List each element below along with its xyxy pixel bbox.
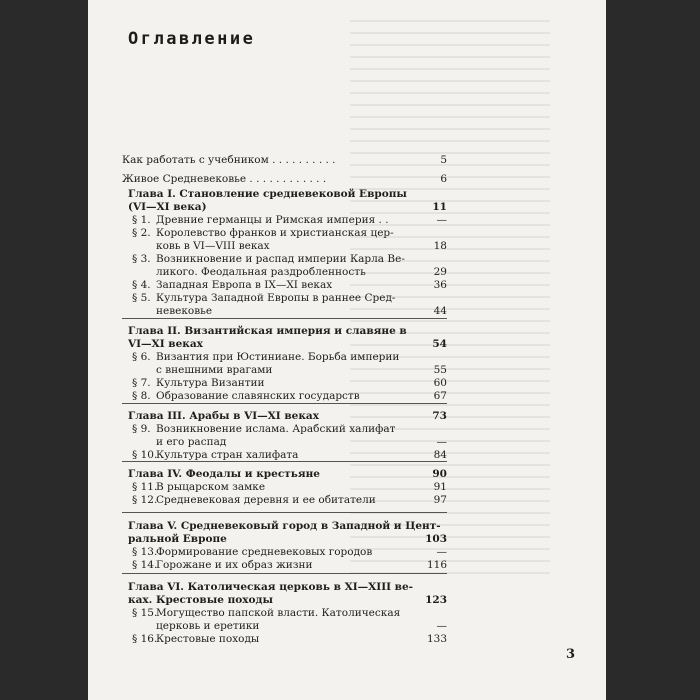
section-number: § 6. xyxy=(132,351,151,363)
section-number: § 5. xyxy=(132,292,151,304)
toc-line xyxy=(0,480,447,494)
entry-page: 18 xyxy=(433,240,447,252)
toc-chapter-line xyxy=(0,519,447,533)
entry-title: Глава V. Средневековый город в Западной и Цент- xyxy=(128,520,441,532)
toc-line xyxy=(0,493,447,507)
entry-page: 29 xyxy=(433,266,447,278)
section-number: § 13. xyxy=(132,546,158,558)
toc-line xyxy=(0,606,447,620)
entry-page: 36 xyxy=(433,279,447,291)
toc-chapter-line xyxy=(0,324,447,338)
entry-title: Горожане и их образ жизни xyxy=(156,559,313,571)
entry-title: В рыцарском замке xyxy=(156,481,266,493)
section-number: § 3. xyxy=(132,253,151,265)
entry-title: Могущество папской власти. Католическая xyxy=(156,607,401,619)
section-number: § 4. xyxy=(132,279,151,291)
toc-line xyxy=(0,619,447,633)
entry-title: ральной Европе xyxy=(128,533,227,545)
entry-title: Глава II. Византийская империя и славяне в xyxy=(128,325,407,337)
toc-line xyxy=(0,435,447,449)
entry-page: 5 xyxy=(440,154,447,166)
entry-page: 123 xyxy=(425,594,447,606)
entry-page: 97 xyxy=(433,494,447,506)
entry-title: Глава III. Арабы в VI—XI веках xyxy=(128,410,319,422)
entry-page: — xyxy=(436,214,447,226)
toc-line xyxy=(0,422,447,436)
toc-chapter-line xyxy=(0,532,447,546)
entry-title: Возникновение и распад империи Карла Ве- xyxy=(156,253,405,265)
section-number: § 16. xyxy=(132,633,158,645)
entry-title: Глава IV. Феодалы и крестьяне xyxy=(128,468,320,480)
toc-chapter-line xyxy=(0,593,447,607)
toc-line xyxy=(0,278,447,292)
entry-title: ковь в VI—VIII веках xyxy=(156,240,270,252)
entry-title: (VI—XI века) xyxy=(128,201,207,213)
entry-page: 54 xyxy=(432,338,447,350)
toc-chapter-line xyxy=(0,337,447,351)
entry-page: 103 xyxy=(425,533,447,545)
page-title: Оглавление xyxy=(128,29,256,49)
toc-chapter-line xyxy=(0,467,447,481)
entry-page: — xyxy=(436,620,447,632)
entry-title: VI—XI веках xyxy=(128,338,203,350)
section-number: § 2. xyxy=(132,227,151,239)
section-number: § 11. xyxy=(132,481,158,493)
entry-title: ках. Крестовые походы xyxy=(128,594,274,606)
entry-page: 91 xyxy=(433,481,447,493)
toc-chapter-line xyxy=(0,580,447,594)
entry-title: Образование славянских государств xyxy=(156,390,360,402)
entry-title: Западная Европа в IX—XI веках xyxy=(156,279,333,291)
entry-title: ликого. Феодальная раздробленность xyxy=(156,266,366,278)
entry-page: — xyxy=(436,546,447,558)
toc-line xyxy=(0,376,447,390)
toc-chapter-line xyxy=(0,409,447,423)
entry-page: 11 xyxy=(432,201,447,213)
toc-line xyxy=(0,304,447,318)
entry-page: 6 xyxy=(440,173,447,185)
toc-line xyxy=(0,632,447,646)
chapter-separator xyxy=(122,512,447,513)
chapter-separator xyxy=(122,461,447,462)
entry-title: Живое Средневековье . . . . . . . . . . . . xyxy=(122,173,327,185)
toc-line xyxy=(0,350,447,364)
entry-title: Культура стран халифата xyxy=(156,449,299,461)
toc-line xyxy=(0,363,447,377)
toc-line xyxy=(0,558,447,572)
entry-page: 44 xyxy=(433,305,447,317)
toc-line xyxy=(0,252,447,266)
entry-page: 133 xyxy=(426,633,447,645)
entry-page: 73 xyxy=(432,410,447,422)
toc-line xyxy=(0,265,447,279)
toc-line xyxy=(0,239,447,253)
entry-title: Культура Византии xyxy=(156,377,265,389)
entry-title: Византия при Юстиниане. Борьба империи xyxy=(156,351,400,363)
entry-page: 67 xyxy=(433,390,447,402)
entry-title: церковь и еретики xyxy=(156,620,260,632)
entry-page: 55 xyxy=(433,364,447,376)
toc-chapter-line xyxy=(0,187,447,201)
entry-title: Древние германцы и Римская империя . . xyxy=(156,214,389,226)
toc-line xyxy=(0,153,447,167)
entry-title: Культура Западной Европы в раннее Сред- xyxy=(156,292,396,304)
toc-chapter-line xyxy=(0,200,447,214)
section-number: § 14. xyxy=(132,559,158,571)
entry-title: невековье xyxy=(156,305,213,317)
section-number: § 1. xyxy=(132,214,151,226)
entry-page: 60 xyxy=(433,377,447,389)
toc-line xyxy=(0,389,447,403)
entry-page: 84 xyxy=(433,449,447,461)
entry-title: с внешними врагами xyxy=(156,364,273,376)
toc-line xyxy=(0,545,447,559)
section-number: § 10. xyxy=(132,449,158,461)
entry-page: 116 xyxy=(426,559,447,571)
page-number: 3 xyxy=(566,647,576,662)
entry-title: Глава I. Становление средневековой Европы xyxy=(128,188,407,200)
toc-line xyxy=(0,172,447,186)
entry-title: Королевство франков и христианская цер- xyxy=(156,227,394,239)
entry-title: Возникновение ислама. Арабский халифат xyxy=(156,423,396,435)
section-number: § 7. xyxy=(132,377,151,389)
toc-line xyxy=(0,226,447,240)
section-number: § 9. xyxy=(132,423,151,435)
chapter-separator xyxy=(122,318,447,319)
section-number: § 15. xyxy=(132,607,158,619)
entry-title: Как работать с учебником . . . . . . . . . . xyxy=(122,154,336,166)
entry-title: Средневековая деревня и ее обитатели xyxy=(156,494,376,506)
chapter-separator xyxy=(122,403,447,404)
entry-title: Крестовые походы xyxy=(156,633,260,645)
entry-page: — xyxy=(436,436,447,448)
entry-title: Формирование средневековых городов xyxy=(156,546,373,558)
toc-line xyxy=(0,291,447,305)
toc-line xyxy=(0,448,447,462)
chapter-separator xyxy=(122,573,447,574)
entry-title: Глава VI. Католическая церковь в XI—XIII ве- xyxy=(128,581,414,593)
section-number: § 8. xyxy=(132,390,151,402)
section-number: § 12. xyxy=(132,494,158,506)
toc-line xyxy=(0,213,447,227)
entry-page: 90 xyxy=(432,468,447,480)
entry-title: и его распад xyxy=(156,436,227,448)
